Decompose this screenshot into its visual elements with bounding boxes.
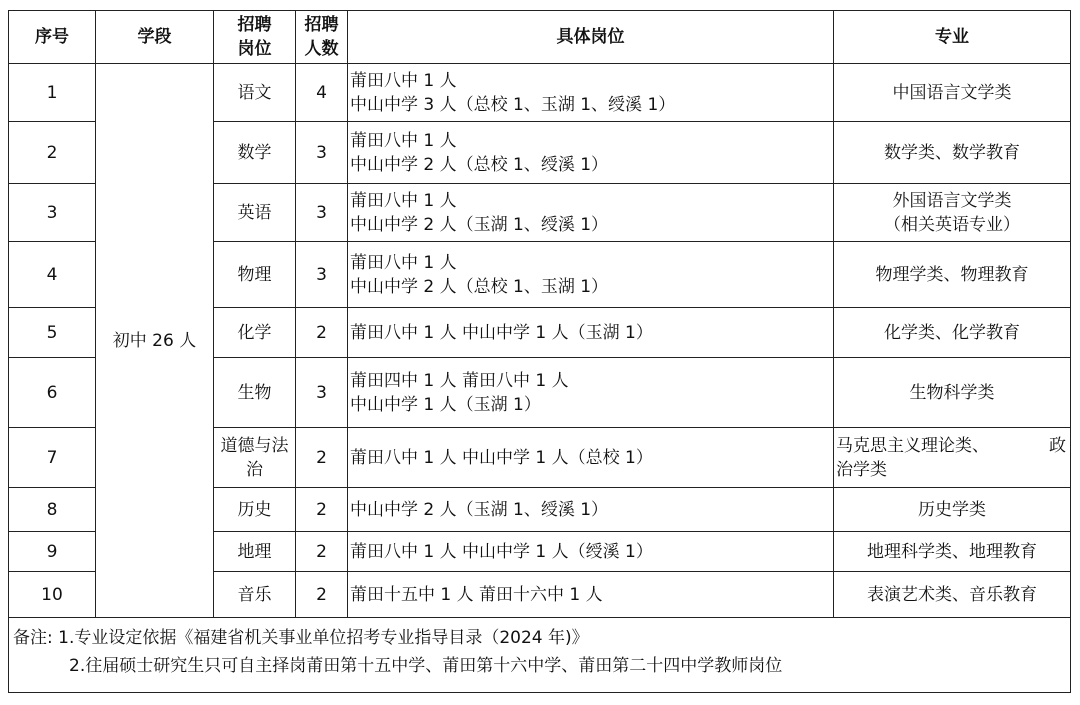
major-line: 物理学类、物理教育 — [875, 264, 1029, 285]
cell-index: 3 — [9, 184, 96, 242]
cell-index: 1 — [9, 64, 96, 122]
cell-count: 2 — [296, 488, 348, 532]
cell-major — [834, 428, 1071, 488]
table-header-row — [9, 11, 1071, 64]
detail-line: 中山中学 2 人（总校 1、玉湖 1） — [350, 276, 609, 297]
cell-detail — [348, 64, 834, 122]
cell-count: 4 — [296, 64, 348, 122]
header-index: 序号 — [9, 11, 96, 64]
note-cell — [9, 618, 1071, 693]
cell-major — [834, 572, 1071, 618]
header-position-line2: 岗位 — [237, 39, 272, 59]
header-stage: 学段 — [96, 11, 214, 64]
detail-line: 中山中学 2 人（玉湖 1、绶溪 1） — [350, 499, 609, 520]
cell-index: 10 — [9, 572, 96, 618]
subject-line2: 治 — [246, 459, 263, 480]
cell-major — [834, 122, 1071, 184]
cell-subject: 地理 — [214, 532, 296, 572]
cell-detail — [348, 358, 834, 428]
cell-detail — [348, 308, 834, 358]
cell-index: 2 — [9, 122, 96, 184]
cell-major — [834, 308, 1071, 358]
cell-count: 3 — [296, 184, 348, 242]
table-row — [9, 64, 1071, 122]
cell-count: 2 — [296, 428, 348, 488]
cell-major — [834, 488, 1071, 532]
detail-line: 莆田八中 1 人 — [350, 252, 457, 273]
cell-detail — [348, 122, 834, 184]
cell-detail — [348, 242, 834, 308]
cell-subject: 化学 — [214, 308, 296, 358]
note-line2: 2.往届硕士研究生只可自主择岗莆田第十五中学、莆田第十六中学、莆田第二十四中学教师岗位 — [69, 656, 783, 676]
cell-index: 8 — [9, 488, 96, 532]
header-position — [214, 11, 296, 64]
cell-index: 7 — [9, 428, 96, 488]
cell-major — [834, 358, 1071, 428]
header-detail: 具体岗位 — [348, 11, 834, 64]
major-line: 生物科学类 — [909, 382, 995, 403]
cell-subject — [214, 428, 296, 488]
subject-line1: 道德与法 — [220, 435, 289, 456]
detail-line: 中山中学 3 人（总校 1、玉湖 1、绶溪 1） — [350, 94, 676, 115]
detail-line: 莆田八中 1 人 中山中学 1 人（玉湖 1） — [350, 322, 653, 343]
major-line: 化学类、化学教育 — [884, 322, 1020, 343]
cell-detail — [348, 184, 834, 242]
cell-index: 4 — [9, 242, 96, 308]
header-count — [296, 11, 348, 64]
cell-count: 3 — [296, 122, 348, 184]
header-count-line1: 招聘 — [304, 15, 339, 35]
cell-subject: 物理 — [214, 242, 296, 308]
detail-line: 中山中学 2 人（总校 1、绶溪 1） — [350, 154, 609, 175]
cell-count: 2 — [296, 572, 348, 618]
cell-major — [834, 64, 1071, 122]
major-line: （相关英语专业） — [884, 214, 1020, 235]
detail-line: 莆田八中 1 人 中山中学 1 人（总校 1） — [350, 447, 653, 468]
cell-subject: 音乐 — [214, 572, 296, 618]
cell-major — [834, 532, 1071, 572]
cell-major — [834, 242, 1071, 308]
cell-subject: 语文 — [214, 64, 296, 122]
major-line: 中国语言文学类 — [892, 82, 1012, 103]
cell-detail — [348, 532, 834, 572]
detail-line: 中山中学 1 人（玉湖 1） — [350, 394, 541, 415]
cell-index: 5 — [9, 308, 96, 358]
header-position-line1: 招聘 — [237, 15, 272, 35]
note-row — [9, 618, 1071, 693]
major-line2: 治学类 — [836, 459, 887, 480]
cell-detail — [348, 428, 834, 488]
cell-detail — [348, 488, 834, 532]
detail-line: 莆田八中 1 人 中山中学 1 人（绶溪 1） — [350, 541, 653, 562]
detail-line: 莆田八中 1 人 — [350, 190, 457, 211]
cell-subject: 英语 — [214, 184, 296, 242]
major-line1-left: 马克思主义理论类、 — [836, 435, 989, 456]
major-line: 历史学类 — [918, 499, 986, 520]
detail-line: 莆田十五中 1 人 莆田十六中 1 人 — [350, 584, 603, 605]
note-line1: 备注: 1.专业设定依据《福建省机关事业单位招考专业指导目录（2024 年)》 — [13, 628, 589, 648]
detail-line: 莆田四中 1 人 莆田八中 1 人 — [350, 370, 569, 391]
major-line1 — [836, 434, 1068, 458]
major-line: 外国语言文学类 — [892, 190, 1012, 211]
detail-line: 莆田八中 1 人 — [350, 70, 457, 91]
cell-subject: 生物 — [214, 358, 296, 428]
cell-index: 6 — [9, 358, 96, 428]
header-count-line2: 人数 — [304, 39, 339, 59]
detail-line: 莆田八中 1 人 — [350, 130, 457, 151]
cell-count: 3 — [296, 242, 348, 308]
major-line: 表演艺术类、音乐教育 — [867, 584, 1037, 605]
cell-subject: 数学 — [214, 122, 296, 184]
cell-count: 2 — [296, 532, 348, 572]
detail-line: 中山中学 2 人（玉湖 1、绶溪 1） — [350, 214, 609, 235]
recruitment-table-container — [8, 10, 1070, 693]
header-major: 专业 — [834, 11, 1071, 64]
cell-subject: 历史 — [214, 488, 296, 532]
cell-count: 2 — [296, 308, 348, 358]
cell-major — [834, 184, 1071, 242]
major-line1-right: 政 — [1049, 435, 1066, 456]
cell-stage: 初中 26 人 — [96, 64, 214, 618]
cell-count: 3 — [296, 358, 348, 428]
major-line: 数学类、数学教育 — [884, 142, 1020, 163]
cell-index: 9 — [9, 532, 96, 572]
major-line: 地理科学类、地理教育 — [867, 541, 1037, 562]
cell-detail — [348, 572, 834, 618]
recruitment-table — [8, 10, 1071, 693]
